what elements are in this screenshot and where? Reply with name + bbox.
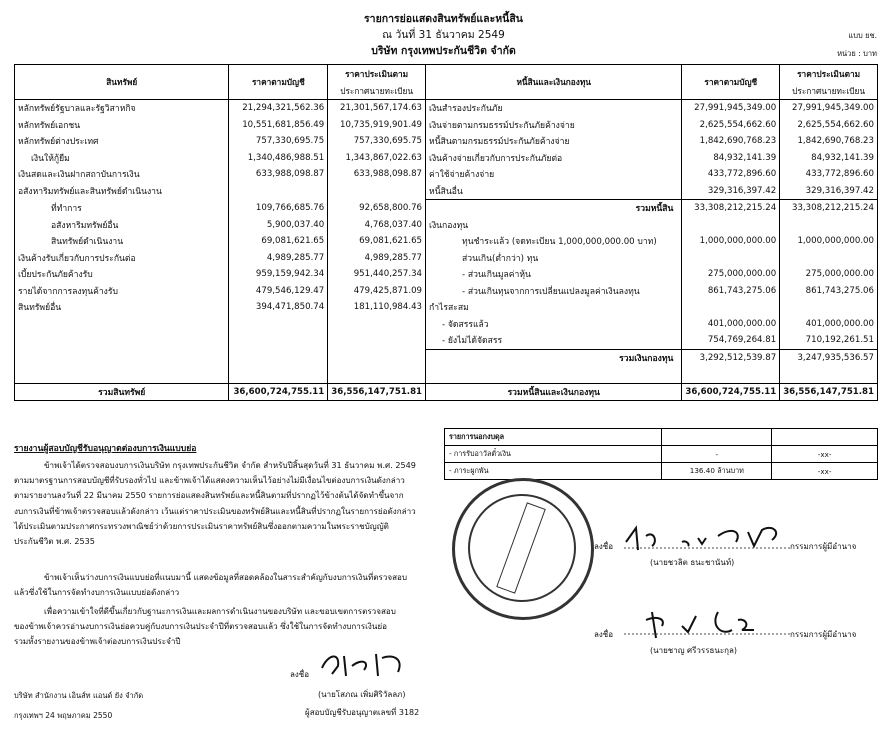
auditor-paragraph-2: ข้าพเจ้าเห็นว่างบการเงินแบบย่อที่แนบมานี้ แสดงข้อมูลที่สอดคล้องในสาระสำคัญกับงบการเงินที่ตรวจสอบ แล้วซึ่งใช้ในการจัดทำงบการเงินแบบย่อดังกล่าว bbox=[14, 572, 408, 598]
off-balance-table bbox=[444, 428, 878, 480]
asset-appraised: 181,110,984.43 bbox=[328, 299, 426, 316]
asset-label: อสังหาริมทรัพย์และสินทรัพย์ดำเนินงาน bbox=[15, 183, 229, 200]
liab-book: 27,991,945,349.00 bbox=[682, 100, 780, 117]
offbalance-row1-app: -xx- bbox=[772, 446, 878, 463]
signer1-signature bbox=[622, 520, 792, 560]
liab-book: 329,316,397.42 bbox=[682, 183, 780, 200]
liab-label: กำไรสะสม bbox=[426, 299, 682, 316]
liab-book bbox=[682, 299, 780, 316]
asset-label: สินทรัพย์อื่น bbox=[15, 299, 229, 316]
auditor-name: (นายโสภณ เพิ่มศิริวัลลภ) bbox=[318, 690, 406, 699]
liab-book: 401,000,000.00 bbox=[682, 316, 780, 333]
col-appraised2: ราคาประเมินตาม bbox=[780, 65, 878, 83]
auditor-firm: บริษัท สำนักงาน เอินส์ท แอนด์ ยัง จำกัด bbox=[14, 691, 144, 700]
table-row bbox=[15, 117, 878, 134]
asset-appraised: 4,989,285.77 bbox=[328, 250, 426, 267]
asset-label: อสังหาริมทรัพย์อื่น bbox=[15, 217, 229, 234]
liab-label: รวมเงินกองทุน bbox=[426, 349, 682, 366]
table-row bbox=[15, 150, 878, 167]
asset-book bbox=[229, 349, 328, 366]
liab-appraised: 84,932,141.39 bbox=[780, 150, 878, 167]
col-book: ราคาตามบัญชี bbox=[229, 65, 328, 100]
table-row bbox=[15, 200, 878, 217]
liab-book bbox=[682, 217, 780, 234]
liab-appraised: 27,991,945,349.00 bbox=[780, 100, 878, 117]
asset-book: 959,159,942.34 bbox=[229, 266, 328, 283]
liab-appraised: 1,842,690,768.23 bbox=[780, 133, 878, 150]
asset-book bbox=[229, 316, 328, 333]
company-name: บริษัท กรุงเทพประกันชีวิต จำกัด bbox=[371, 45, 516, 57]
asset-appraised: 69,081,621.65 bbox=[328, 233, 426, 250]
table-row bbox=[15, 233, 878, 250]
liab-book: 84,932,141.39 bbox=[682, 150, 780, 167]
liab-label: เงินกองทุน bbox=[426, 217, 682, 234]
company-seal-inner bbox=[468, 494, 576, 602]
asset-book: 21,294,321,562.36 bbox=[229, 100, 328, 117]
table-row bbox=[15, 283, 878, 300]
auditor-heading: รายงานผู้สอบบัญชีรับอนุญาตต่องบการเงินแบบย่อ bbox=[14, 444, 197, 454]
asset-appraised: 4,768,037.40 bbox=[328, 217, 426, 234]
liab-label: - ยังไม่ได้จัดสรร bbox=[426, 332, 682, 349]
table-row bbox=[15, 332, 878, 349]
table-row bbox=[15, 299, 878, 316]
table-row bbox=[15, 316, 878, 333]
asset-appraised bbox=[328, 183, 426, 200]
liab-label: ค่าใช้จ่ายค้างจ่าย bbox=[426, 166, 682, 183]
asset-label bbox=[15, 349, 229, 366]
table-row bbox=[15, 100, 878, 117]
liab-label: เงินจ่ายตามกรมธรรม์ประกันภัยค้างจ่าย bbox=[426, 117, 682, 134]
total-liab-label: รวมหนี้สินและเงินกองทุน bbox=[426, 383, 682, 401]
total-row bbox=[15, 383, 878, 401]
liab-label: หนี้สินตามกรมธรรม์ประกันภัยค้างจ่าย bbox=[426, 133, 682, 150]
col-appraised2-sub: ประกาศนายทะเบียน bbox=[780, 82, 878, 100]
asset-label: หลักทรัพย์เอกชน bbox=[15, 117, 229, 134]
asset-appraised: 92,658,800.76 bbox=[328, 200, 426, 217]
asset-label: หลักทรัพย์รัฐบาลและรัฐวิสาหกิจ bbox=[15, 100, 229, 117]
table-row bbox=[15, 266, 878, 283]
liab-book: 754,769,264.81 bbox=[682, 332, 780, 349]
signer2-role: กรรมการผู้มีอำนาจ bbox=[790, 630, 857, 639]
liab-appraised: 329,316,397.42 bbox=[780, 183, 878, 200]
offbalance-row2-val: 136.40 ล้านบาท bbox=[662, 463, 772, 480]
liab-label: หนี้สินอื่น bbox=[426, 183, 682, 200]
asset-appraised: 757,330,695.75 bbox=[328, 133, 426, 150]
liab-book: 433,772,896.60 bbox=[682, 166, 780, 183]
liab-label: เงินสำรองประกันภัย bbox=[426, 100, 682, 117]
asset-label: เงินสดและเงินฝากสถาบันการเงิน bbox=[15, 166, 229, 183]
report-date: ณ วันที่ 31 ธันวาคม 2549 bbox=[382, 29, 505, 41]
asset-appraised bbox=[328, 349, 426, 366]
col-appraised-sub: ประกาศนายทะเบียน bbox=[328, 82, 426, 100]
asset-label bbox=[15, 332, 229, 349]
asset-appraised: 479,425,871.09 bbox=[328, 283, 426, 300]
liab-appraised: 275,000,000.00 bbox=[780, 266, 878, 283]
asset-book: 109,766,685.76 bbox=[229, 200, 328, 217]
total-liab-appraised: 36,556,147,751.81 bbox=[780, 383, 878, 401]
asset-appraised: 1,343,867,022.63 bbox=[328, 150, 426, 167]
liab-book: 861,743,275.06 bbox=[682, 283, 780, 300]
col-liab: หนี้สินและเงินกองทุน bbox=[426, 65, 682, 100]
report-title: รายการย่อแสดงสินทรัพย์และหนี้สิน bbox=[364, 13, 523, 25]
table-row bbox=[15, 183, 878, 200]
asset-label: เงินให้กู้ยืม bbox=[15, 150, 229, 167]
table-row bbox=[15, 166, 878, 183]
auditor-date: กรุงเทพฯ 24 พฤษภาคม 2550 bbox=[14, 711, 113, 720]
table-row bbox=[15, 133, 878, 150]
liab-label: - จัดสรรแล้ว bbox=[426, 316, 682, 333]
liab-book: 2,625,554,662.60 bbox=[682, 117, 780, 134]
offbalance-row2: - ภาระผูกพัน bbox=[445, 463, 662, 480]
liab-appraised: 1,000,000,000.00 bbox=[780, 233, 878, 250]
table-header-row bbox=[15, 65, 878, 83]
asset-label: รายได้จากการลงทุนค้างรับ bbox=[15, 283, 229, 300]
liab-appraised: 2,625,554,662.60 bbox=[780, 117, 878, 134]
liab-appraised bbox=[780, 250, 878, 267]
unit-label: หน่วย : บาท bbox=[837, 49, 877, 58]
asset-book: 10,551,681,856.49 bbox=[229, 117, 328, 134]
asset-appraised bbox=[328, 316, 426, 333]
signer1-sign-label: ลงชื่อ bbox=[594, 542, 614, 551]
balance-sheet-table bbox=[14, 64, 878, 401]
table-row bbox=[15, 250, 878, 267]
table-row bbox=[15, 217, 878, 234]
asset-label: เบี้ยประกันภัยค้างรับ bbox=[15, 266, 229, 283]
offbalance-title: รายการนอกงบดุล bbox=[445, 429, 662, 446]
asset-book: 5,900,037.40 bbox=[229, 217, 328, 234]
liab-appraised: 33,308,212,215.24 bbox=[780, 200, 878, 217]
liab-book bbox=[682, 250, 780, 267]
form-code: แบบ ยช. bbox=[848, 31, 877, 40]
asset-book bbox=[229, 332, 328, 349]
signer2-name: (นายชาญ ศรีวรรธนะกุล) bbox=[650, 646, 738, 655]
liab-book: 1,842,690,768.23 bbox=[682, 133, 780, 150]
liab-label: เงินค้างจ่ายเกี่ยวกับการประกันภัยต่อ bbox=[426, 150, 682, 167]
offbalance-row1: - การรับอาวัลตั๋วเงิน bbox=[445, 446, 662, 463]
total-assets-appraised: 36,556,147,751.81 bbox=[328, 383, 426, 401]
liab-label: ส่วนเกิน(ต่ำกว่า) ทุน bbox=[426, 250, 682, 267]
asset-book: 1,340,486,988.51 bbox=[229, 150, 328, 167]
asset-appraised: 21,301,567,174.63 bbox=[328, 100, 426, 117]
asset-label: ที่ทำการ bbox=[15, 200, 229, 217]
asset-book: 757,330,695.75 bbox=[229, 133, 328, 150]
col-appraised: ราคาประเมินตาม bbox=[328, 65, 426, 83]
offbalance-row2-app: -xx- bbox=[772, 463, 878, 480]
liab-book: 1,000,000,000.00 bbox=[682, 233, 780, 250]
liab-appraised bbox=[780, 217, 878, 234]
asset-label bbox=[15, 316, 229, 333]
signer2-sign-label: ลงชื่อ bbox=[594, 630, 614, 639]
asset-label: หลักทรัพย์ต่างประเทศ bbox=[15, 133, 229, 150]
liab-appraised: 401,000,000.00 bbox=[780, 316, 878, 333]
table-row bbox=[15, 349, 878, 366]
asset-appraised: 10,735,919,901.49 bbox=[328, 117, 426, 134]
auditor-sign-label: ลงชื่อ bbox=[290, 670, 310, 679]
signer1-role: กรรมการผู้มีอำนาจ bbox=[790, 542, 857, 551]
asset-appraised bbox=[328, 332, 426, 349]
liab-label: ทุนชำระแล้ว (จดทะเบียน 1,000,000,000.00 บาท) bbox=[426, 233, 682, 250]
liab-appraised: 433,772,896.60 bbox=[780, 166, 878, 183]
auditor-paragraph-3: เพื่อความเข้าใจที่ดีขึ้นเกี่ยวกับฐานะการเงินและผลการดำเนินงานของบริษัท และขอบเขตการตรวจสอบ ของข้าพเจ้าควรอ่านงบการเงินย่อควบคู่กับงบการเงินประจำปีที่ตรวจสอบแล้ว ซึ่งใช้ในการจัดทำงบการเงินย่อ รวมทั้งรายงานของข้าพเจ้าต่องบการเงินประจำปี bbox=[14, 606, 396, 647]
asset-book: 394,471,850.74 bbox=[229, 299, 328, 316]
liab-appraised: 710,192,261.51 bbox=[780, 332, 878, 349]
liab-label: - ส่วนเกินมูลค่าหุ้น bbox=[426, 266, 682, 283]
liab-book: 275,000,000.00 bbox=[682, 266, 780, 283]
col-assets: สินทรัพย์ bbox=[15, 65, 229, 100]
col-book2: ราคาตามบัญชี bbox=[682, 65, 780, 100]
liab-appraised: 3,247,935,536.57 bbox=[780, 349, 878, 366]
liab-book: 3,292,512,539.87 bbox=[682, 349, 780, 366]
asset-label: เงินค้างรับเกี่ยวกับการประกันต่อ bbox=[15, 250, 229, 267]
auditor-license: ผู้สอบบัญชีรับอนุญาตเลขที่ 3182 bbox=[305, 708, 420, 717]
asset-book: 69,081,621.65 bbox=[229, 233, 328, 250]
liab-appraised bbox=[780, 299, 878, 316]
total-assets-book: 36,600,724,755.11 bbox=[229, 383, 328, 401]
asset-book: 633,988,098.87 bbox=[229, 166, 328, 183]
asset-appraised: 633,988,098.87 bbox=[328, 166, 426, 183]
asset-label: สินทรัพย์ดำเนินงาน bbox=[15, 233, 229, 250]
auditor-signature bbox=[318, 648, 408, 686]
signer2-signature bbox=[622, 606, 792, 646]
signer1-name: (นายชวลิต ธนะชานันท์) bbox=[650, 558, 735, 567]
liab-appraised: 861,743,275.06 bbox=[780, 283, 878, 300]
liab-label: รวมหนี้สิน bbox=[426, 200, 682, 217]
auditor-paragraph-1: ข้าพเจ้าได้ตรวจสอบงบการเงินบริษัท กรุงเทพประกันชีวิต จำกัด สำหรับปีสิ้นสุดวันที่ 31 ธันวาคม พ.ศ. 2549 ตามมาตรฐานการสอบบัญชีที่รับรองทั่วไป และข้าพเจ้าได้แสดงความเห็นไว้อย่างไม่มีเงื่อนไขต่องบการเงินดังกล่าว ตามรายงานลงวันที่ 22 มีนาคม 2550 รายการย่อแสดงสินทรัพย์และหนี้สินตามที่ปรากฏไว้ข้างต้นได้จัดทำขึ้นจาก งบการเงินที่ข้าพเจ้าตรวจสอบแล้วดังกล่าว เว้นแต่ราคาประเมินของทรัพย์สินและหนี้สินที่ปรากฏในรายการย่อดังกล่าว ได้ประเมินตามประกาศกระทรวงพาณิชย์ว่าด้วยการประเมินราคาทรัพย์สินซึ่งออกตามความในพระราชบัญญัติ ประกันชีวิต พ.ศ. 2535 bbox=[14, 460, 416, 547]
liab-book: 33,308,212,215.24 bbox=[682, 200, 780, 217]
total-liab-book: 36,600,724,755.11 bbox=[682, 383, 780, 401]
asset-book bbox=[229, 183, 328, 200]
total-assets-label: รวมสินทรัพย์ bbox=[15, 383, 229, 401]
asset-book: 4,989,285.77 bbox=[229, 250, 328, 267]
asset-book: 479,546,129.47 bbox=[229, 283, 328, 300]
offbalance-row1-val: - bbox=[662, 446, 772, 463]
liab-label: - ส่วนเกินทุนจากการเปลี่ยนแปลงมูลค่าเงินลงทุน bbox=[426, 283, 682, 300]
asset-appraised: 951,440,257.34 bbox=[328, 266, 426, 283]
